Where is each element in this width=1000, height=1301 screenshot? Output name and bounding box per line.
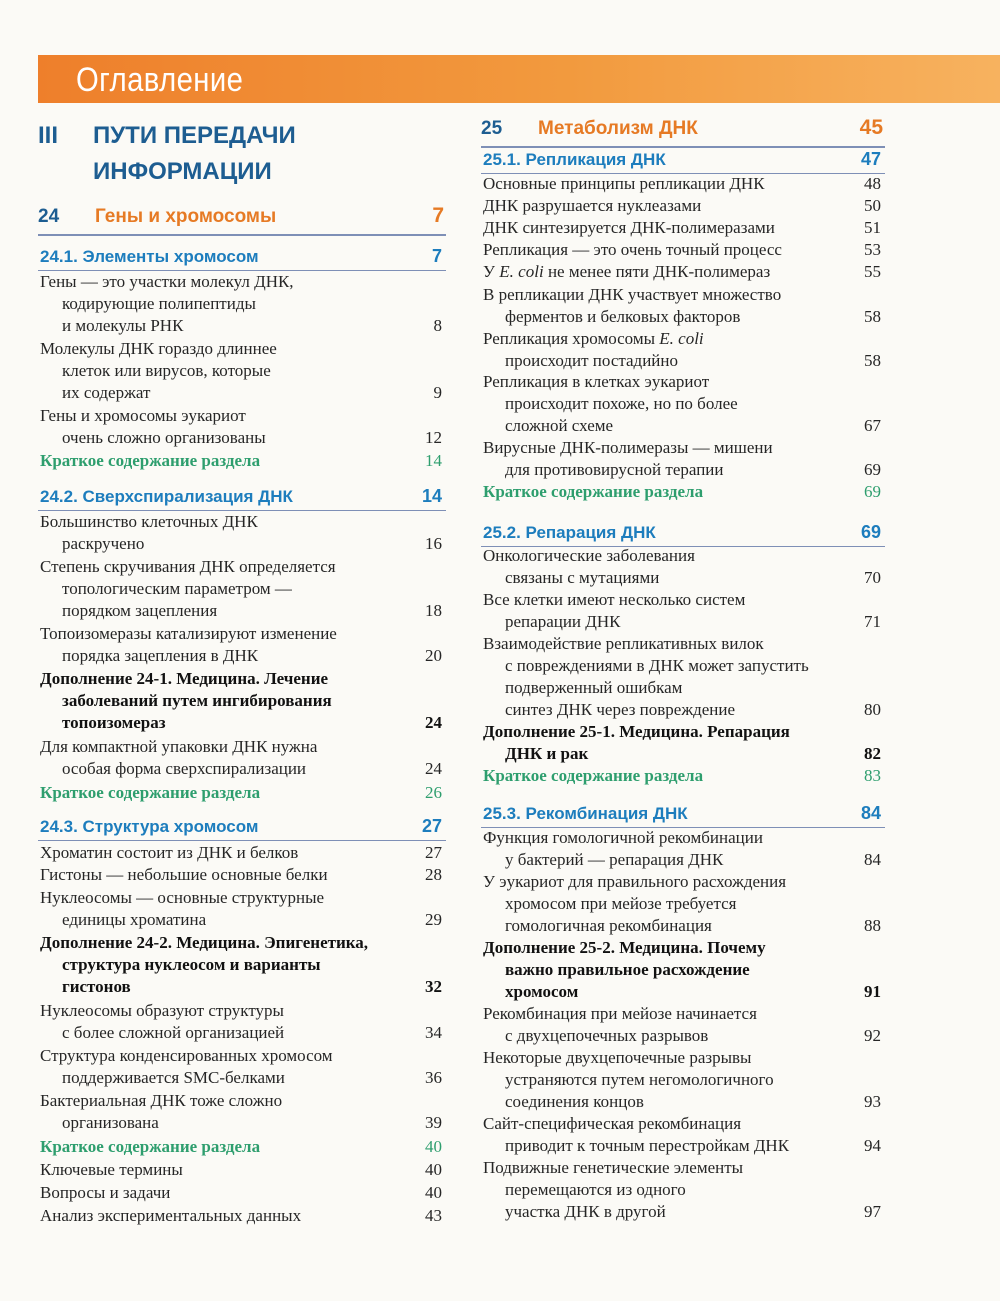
- entry-page: 88: [864, 916, 881, 935]
- toc-entry[interactable]: В репликации ДНК участвует множество ферментов и белковых факторов 58: [483, 285, 881, 326]
- toc-entry[interactable]: Степень скручивания ДНК определяется топологическим параметром — порядком зацепления 18: [40, 557, 442, 620]
- toc-entry[interactable]: Сайт-специфическая рекомбинация приводит к точным перестройкам ДНК 94: [483, 1114, 881, 1155]
- chapter-page: 45: [859, 116, 883, 139]
- section-title: 24.3. Структура хромосом: [40, 817, 259, 836]
- toc-entry[interactable]: Гены и хромосомы эукариот очень сложно организованы 12: [40, 406, 442, 447]
- entry-page: 8: [433, 316, 442, 335]
- chapter-title: Гены и хромосомы: [95, 206, 277, 227]
- toc-entry[interactable]: Вирусные ДНК-полимеразы — мишени для противовирусной терапии 69: [483, 438, 881, 479]
- chapter-number: 25: [481, 118, 503, 139]
- summary-entry[interactable]: Краткое содержание раздела 40: [40, 1137, 442, 1156]
- entry-page: 97: [864, 1202, 881, 1221]
- entry-page: 91: [864, 982, 881, 1001]
- toc-entry[interactable]: Структура конденсированных хромосом поддерживается SMC-белками 36: [40, 1046, 442, 1087]
- toc-entry[interactable]: Взаимодействие репликативных вилок с повреждениями в ДНК может запустить подверженный ошибкам синтез ДНК через повреждение 80: [483, 634, 881, 719]
- toc-entry[interactable]: Ключевые термины 40: [40, 1160, 442, 1179]
- chapter-page: 7: [432, 204, 444, 227]
- entry-page: 69: [864, 460, 881, 479]
- entry-page: 18: [425, 601, 442, 620]
- entry-page: 36: [425, 1068, 442, 1087]
- section-title: 24.2. Сверхспирализация ДНК: [40, 487, 293, 506]
- toc-entry[interactable]: Нуклеосомы — основные структурные единицы хроматина 29: [40, 888, 442, 929]
- toc-entry[interactable]: ДНК синтезируется ДНК-полимеразами 51: [483, 218, 881, 237]
- toc-entry[interactable]: Гены — это участки молекул ДНК, кодирующие полипептиды и молекулы РНК 8: [40, 272, 442, 335]
- entry-page: 14: [425, 451, 442, 470]
- toc-entry[interactable]: ДНК разрушается нуклеазами 50: [483, 196, 881, 215]
- part-number: III: [38, 122, 59, 149]
- summary-entry[interactable]: Краткое содержание раздела 69: [483, 482, 881, 501]
- toc-entry[interactable]: Функция гомологичной рекомбинации у бактерий — репарация ДНК 84: [483, 828, 881, 869]
- entry-page: 55: [864, 262, 881, 281]
- toc-entry[interactable]: У E. coli не менее пяти ДНК-полимераз 55: [483, 262, 881, 281]
- entry-page: 29: [425, 910, 442, 929]
- section-title: 25.1. Репликация ДНК: [483, 150, 666, 169]
- entry-page: 20: [425, 646, 442, 665]
- entry-page: 82: [864, 744, 881, 763]
- entry-page: 58: [864, 307, 881, 326]
- section-title: 25.3. Рекомбинация ДНК: [483, 804, 688, 823]
- entry-page: 71: [864, 612, 881, 631]
- section-page: 14: [421, 486, 442, 506]
- supplement-entry[interactable]: Дополнение 25-1. Медицина. Репарация ДНК и рак 82: [483, 722, 881, 763]
- section-24-3[interactable]: [38, 816, 446, 841]
- toc-entry[interactable]: Подвижные генетические элементы перемещаются из одного участка ДНК в другой 97: [483, 1158, 881, 1221]
- chapter-number: 24: [38, 206, 60, 227]
- entry-page: 93: [864, 1092, 881, 1111]
- entry-page: 24: [425, 759, 442, 778]
- toc-entry[interactable]: Рекомбинация при мейозе начинается с двухцепочечных разрывов 92: [483, 1004, 881, 1045]
- entry-page: 94: [864, 1136, 881, 1155]
- summary-entry[interactable]: Краткое содержание раздела 83: [483, 766, 881, 785]
- chapter-25[interactable]: [481, 116, 885, 148]
- entry-page: 26: [425, 783, 442, 802]
- chapter-24[interactable]: [38, 204, 446, 236]
- entry-page: 58: [864, 351, 881, 370]
- section-25-3[interactable]: [481, 803, 885, 828]
- toc-entry[interactable]: Топоизомеразы катализируют изменение порядка зацепления в ДНК 20: [40, 624, 442, 665]
- entry-page: 39: [425, 1113, 442, 1132]
- section-page: 7: [431, 246, 442, 266]
- entry-page: 92: [864, 1026, 881, 1045]
- toc-entry[interactable]: Для компактной упаковки ДНК нужна особая форма сверхспирализации 24: [40, 737, 442, 778]
- supplement-entry[interactable]: Дополнение 25-2. Медицина. Почему важно правильное расхождение хромосом 91: [483, 938, 881, 1001]
- toc-entry[interactable]: Онкологические заболевания связаны с мутациями 70: [483, 546, 881, 587]
- entry-page: 48: [864, 174, 881, 193]
- toc-entry[interactable]: Все клетки имеют несколько систем репарации ДНК 71: [483, 590, 881, 631]
- toc-entry[interactable]: Основные принципы репликации ДНК 48: [483, 174, 881, 193]
- section-24-2[interactable]: [38, 486, 446, 511]
- entry-page: 9: [433, 383, 442, 402]
- entry-page: 84: [864, 850, 881, 869]
- section-title: 25.2. Репарация ДНК: [483, 523, 656, 542]
- toc-entry[interactable]: Хроматин состоит из ДНК и белков 27: [40, 843, 442, 862]
- entry-page: 51: [864, 218, 881, 237]
- entry-page: 32: [425, 977, 442, 996]
- entry-page: 80: [864, 700, 881, 719]
- supplement-entry[interactable]: Дополнение 24-1. Медицина. Лечение заболеваний путем ингибирования топоизомераз 24: [40, 669, 442, 732]
- toc-entry[interactable]: Некоторые двухцепочечные разрывы устраняются путем негомологичного соединения концов 93: [483, 1048, 881, 1111]
- section-24-1[interactable]: [38, 246, 446, 271]
- section-page: 69: [860, 522, 881, 542]
- entry-page: 67: [864, 416, 881, 435]
- section-title: 24.1. Элементы хромосом: [40, 247, 259, 266]
- toc-entry[interactable]: Репликация хромосомы E. coli происходит постадийно 58: [483, 329, 881, 370]
- toc-entry[interactable]: Репликация — это очень точный процесс 53: [483, 240, 881, 259]
- toc-entry[interactable]: У эукариот для правильного расхождения хромосом при мейозе требуется гомологичная рекомбинация 88: [483, 872, 881, 935]
- page-title: Оглавление: [76, 61, 244, 99]
- part-title: ПУТИ ПЕРЕДАЧИ ИНФОРМАЦИИ: [93, 122, 296, 185]
- chapter-title: Метаболизм ДНК: [538, 118, 698, 139]
- entry-page: 53: [864, 240, 881, 259]
- toc-entry[interactable]: Бактериальная ДНК тоже сложно организована 39: [40, 1091, 442, 1132]
- entry-page: 40: [425, 1137, 442, 1156]
- entry-page: 34: [425, 1023, 442, 1042]
- toc-entry[interactable]: Нуклеосомы образуют структуры с более сложной организацией 34: [40, 1001, 442, 1042]
- section-page: 27: [421, 816, 442, 836]
- entry-page: 43: [425, 1206, 442, 1225]
- section-page: 84: [860, 803, 881, 823]
- toc-entry[interactable]: Молекулы ДНК гораздо длиннее клеток или вирусов, которые их содержат 9: [40, 339, 442, 402]
- section-25-2[interactable]: [481, 522, 885, 547]
- entry-page: 69: [864, 482, 881, 501]
- entry-page: 40: [425, 1183, 442, 1202]
- summary-entry[interactable]: Краткое содержание раздела 14: [40, 451, 442, 470]
- toc-entry[interactable]: Большинство клеточных ДНК раскручено 16: [40, 512, 442, 553]
- entry-page: 40: [425, 1160, 442, 1179]
- entry-page: 24: [425, 713, 442, 732]
- entry-page: 27: [425, 843, 442, 862]
- section-page: 47: [860, 149, 881, 169]
- summary-entry[interactable]: Краткое содержание раздела 26: [40, 783, 442, 802]
- entry-page: 70: [864, 568, 881, 587]
- entry-page: 28: [425, 865, 442, 884]
- entry-page: 12: [425, 428, 442, 447]
- section-25-1[interactable]: [481, 149, 885, 174]
- supplement-entry[interactable]: Дополнение 24-2. Медицина. Эпигенетика, структура нуклеосом и варианты гистонов 32: [40, 933, 442, 996]
- toc-entry[interactable]: Гистоны — небольшие основные белки 28: [40, 865, 442, 884]
- toc-entry[interactable]: Анализ экспериментальных данных 43: [40, 1206, 442, 1225]
- entry-page: 83: [864, 766, 881, 785]
- toc-entry[interactable]: Вопросы и задачи 40: [40, 1183, 442, 1202]
- entry-page: 50: [864, 196, 881, 215]
- entry-page: 16: [425, 534, 442, 553]
- toc-entry[interactable]: Репликация в клетках эукариот происходит похоже, но по более сложной схеме 67: [483, 372, 881, 435]
